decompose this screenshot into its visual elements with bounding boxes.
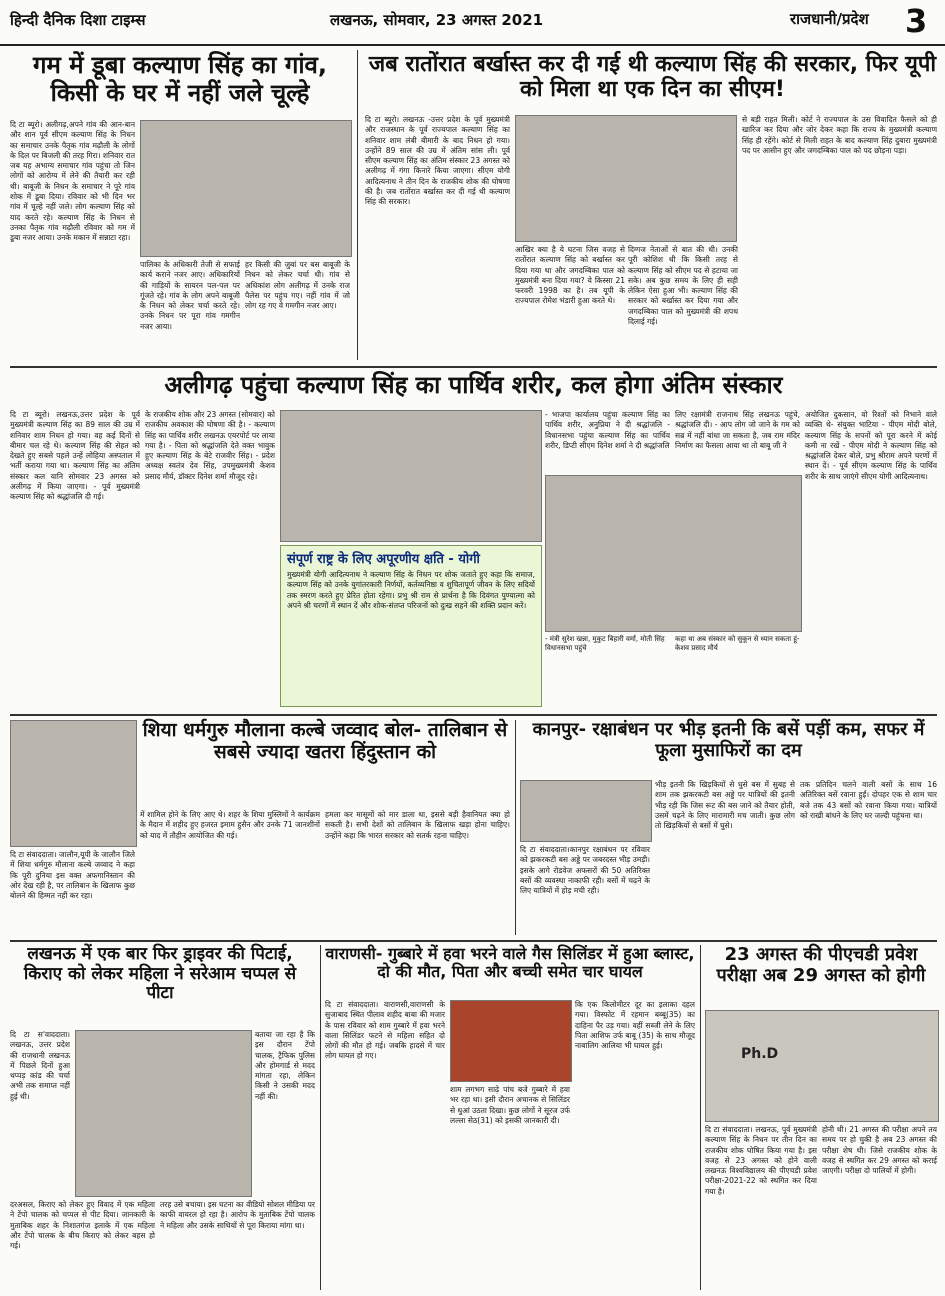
kalyan-singh-photo — [140, 120, 352, 257]
varanasi-col1: दि टा संवाददाता। वाराणसी,वाराणसी के सुजाबाद स्थित पीलाव शहीद बाबा की मजार के पास रविवार को शाम गुब्बारे में हवा भरने वाला सिलिंडर फटने से महिला सहित दो लोगों की मौत हो गई। जबकि हादसे में चार लोग घायल हो गए। — [325, 1000, 445, 1061]
exam-headline: 23 अगस्त की पीएचडी प्रवेश परीक्षा अब 29 अगस्त को होगी — [716, 944, 926, 986]
cleric-photo — [10, 720, 137, 847]
funeral-body-photo — [545, 475, 802, 632]
phd-graphic — [705, 1010, 939, 1122]
dateline: लखनऊ, सोमवार, 23 अगस्त 2021 — [330, 11, 544, 29]
driver-bottom: दरअसल, किराए को लेकर हुए विवाद में एक महिला ने टेंपो चालक को चप्पल से पीट दिया। जानकारी के मुताबिक शहर के निशातगंज इलाके में एक महिला और टेंपो चालक के बीच किराए को लेकर बहस हो गई। — [10, 1200, 155, 1251]
cleric-col2: में शामिल होने के लिए आए थे। शहर के शिया मुस्लिमों ने कार्यक्रम के मैदान में शहीद हुए हजरत इमाम हुसैन और उनके 71 जानशीनों को याद में तौहीन आयोजित की गई। — [140, 810, 320, 840]
driver-col1: दि टा स'वाददाता। लखनऊ, उत्तर प्रदेश की राजधानी लखनऊ में पिछले दिनों हुआ थप्पड़ कांड की चर्चा अभी तक समाप्त नहीं हुई थी। — [10, 1030, 70, 1101]
bus-crowd-photo — [520, 780, 652, 842]
varanasi-col3: कि एक किलोमीटर दूर का इलाका दहल गया। विस्फोट में रहमान बब्बू(35) का दाहिना पैर उड़ गया। वहीं सब्जी लेने के लिए पिता आशिफ उर्फ बाबू (35) के साथ मौजूद नाबालिग आलिया भी घायल हुई। — [575, 1000, 695, 1051]
kanpur-col3: तक प्रतिदिन चलने वाली बसों के साथ 16 अतिरिक्त बसें रवाना हुईं। दोपहर एक से शाम चार बजे तक 43 बसों को रवाना किया गया। यात्रियों को राखी बांधने के लिए घर जल्दी पहुंचना था। — [800, 780, 937, 820]
funeral-col2: के राजकीय शोक और 23 अगस्त (सोमवार) को राजकीय अवकाश की घोषणा की है। - कल्याण सिंह का पार्थिव शरीर लखनऊ एयरपोर्ट पर लाया गया है। - पिता को श्रद्धांजलि देते वक्त भावुक हुए कल्याण सिंह के बेटे राजवीर सिंह। - प्रदेश अध्यक्ष स्वतंत्र देव सिंह, उपमुख्यमंत्री केशव प्रसाद मौर्य, डॉक्टर दिनेश शर्मा मौजूद रहे। — [145, 410, 275, 481]
driver-headline: लखनऊ में एक बार फिर ड्राइवर की पिटाई, किराए को लेकर महिला ने सरेआम चप्पल से पीटा — [23, 944, 297, 1004]
kanpur-headline-wrap — [520, 720, 937, 761]
yogi-quote-title: संपूर्ण राष्ट्र के लिए अपूरणीय क्षति - योगी — [287, 552, 480, 567]
driver-bottom2: तरह उसे बचाया। इस घटना का वीडियो सोशल मीडिया पर काफी वायरल हो रहा है। आरोप के मुताबिक टेंपो चालक ने महिला और उसके साथियों से पूरा किराया मांगा था। — [160, 1200, 315, 1230]
page-number: 3 — [905, 2, 928, 40]
funeral-headline: अलीगढ़ पहुंचा कल्याण सिंह का पार्थिव शरीर, कल होगा अंतिम संस्कार — [164, 371, 783, 399]
funeral-caption-2: कहा था अब संस्कार को सुकून से ध्यान सकता हूं- केशव प्रसाद मौर्य — [675, 635, 800, 652]
phd-label: Ph.D — [741, 1046, 779, 1062]
driver-headline-wrap — [10, 945, 310, 1004]
cleric-headline-wrap — [140, 720, 510, 764]
cleric-col1: दि टा संवाददाता। जालौन,यूपी के जालौन जिले में शिया धर्मगुरु मौलाना कल्बे जव्वाद ने कहा कि पूरी दुनिया इस वक्त अफगानिस्तान की ओर देख रही है, पर तालिबान के खिलाफ कुछ बोलने की हिम्मत नहीं कर रहा। — [10, 850, 135, 901]
cleric-headline: शिया धर्मगुरु मौलाना कल्बे जव्वाद बोल- तालिबान से सबसे ज्यादा खतरा हिंदुस्तान को — [142, 719, 508, 763]
column-divider — [515, 720, 516, 935]
funeral-col1: दि टा ब्यूरो। लखनऊ,उत्तर प्रदेश के पूर्व मुख्यमंत्री कल्याण सिंह का 89 साल की उम्र में शनिवार शाम निधन हो गया। वह कई दिनों से बीमार चल रहे थे। कल्याण सिंह की सेहत को देखते हुए सबसे पहले उन्हें लोहिया अस्पताल में भर्ती कराया गया था। कल्याण सिंह का अंतिम संस्कार कल यानि सोमवार 23 अगस्त को अलीगढ़ में किया जाएगा। - पूर्व मुख्यमंत्री कल्याण सिंह को श्रद्धांजलि दी गई। — [10, 410, 140, 502]
kanpur-col2: भीड़ इतनी कि खिड़कियों से घुसे बस में सुबह से शाम तक झकरकटी बस अड्डे पर यात्रियों की इतनी भीड़ रही कि जिस रूट की बस जाने को तैयार होती, उसमें चढ़ने के लिए मारामारी मच जाती। कुछ लोग तो खिड़कियों से बसों में घुसे। — [655, 780, 795, 831]
section-rule — [10, 940, 937, 942]
government-headline-wrap — [365, 52, 940, 103]
section-rule — [10, 366, 937, 368]
government-headline: जब रातोंरात बर्खास्त कर दी गई थी कल्याण सिंह की सरकार, फिर यूपी को मिला था एक दिन का सीएम! — [368, 52, 937, 103]
yogi-quote-box — [280, 545, 542, 707]
village-col3: हर किसी की जुबां पर बस बाबूजी के निधन को लेकर चर्चा थी। गांव से अधिकांश लोग अलीगढ़ में उनके राज पैलेस पर पहुंच गए। नहीं गांव में जो लोग रह गए वे गमगीन नजर आए। — [245, 260, 350, 311]
village-headline-wrap — [10, 52, 350, 107]
village-body: दि टा ब्यूरो। अलीगढ़,अपने गांव की आन-बान और शान पूर्व सीएम कल्याण सिंह के निधन का समाचार उनके पैतृक गांव मढ़ौली के लोगों के दिल पर बिजली की तरह गिरा। शनिवार रात जब यह अभाग्य समाचार गांव पहुंचा तो जिन लोगों को आरोग्य में लेने की तैयारी कर रही थी। बाबूजी के निधन के समाचार ने पूरे गांव शोक में डूबा दिया। रविवार को भी दिन भर गांव में चूल्हे नहीं जले। लोग कल्याण सिंह को याद करते रहे। कल्याण सिंह के निधन से उनका पैतृक गांव मढ़ौली रविवार को गम में डूबा नजर आया। उनके मकान में सन्नाटा रहा। — [10, 120, 135, 243]
section-name: राजधानी/प्रदेश — [790, 10, 869, 28]
cleric-col3: हमला कर मासूमों को मार डाला था, इससे बड़ी हैवानियत क्या हो सकती है। सभी देशों को तालिबान के खिलाफ खड़ा होना चाहिए। उन्होंने कहा कि भारत सरकार को सतर्क रहना चाहिए। — [325, 810, 510, 840]
funeral-headline-wrap — [10, 372, 937, 400]
funeral-crowd-photo — [280, 410, 542, 542]
varanasi-headline: वाराणसी- गुब्बारे में हवा भरने वाले गैस सिलिंडर में हुआ ब्लास्ट, दो की मौत, पिता और बच्ची समेत चार घायल — [325, 944, 695, 982]
exam-headline-wrap — [705, 945, 937, 986]
government-col2: आखिर क्या है ये घटना जिस वजह से रातोंरात कल्याण सिंह को बर्खास्त कर दिया गया था और जगदम्बिका पाल को मुख्यमंत्री बना दिया गया? ये किस्सा 21 फरवरी 1998 का है। तब यूपी के राज्यपाल रोमेश भंडारी हुआ करते थे। — [515, 245, 625, 306]
funeral-caption-1: - मंत्री सुरेश खन्ना, मुकुट बिहारी वर्मा, मोती सिंह विधानसभा पहुंचे — [545, 635, 665, 652]
funeral-col3: - भाजपा कार्यालय पहुंचा कल्याण सिंह का पार्थिव शरीर, अनुप्रिया ने दी श्रद्धांजलि - विधानसभा पहुंचा कल्याण सिंह का पार्थिव शरीर, डिप्टी सीएम दिनेश शर्मा ने दी श्रद्धांजलि — [545, 410, 670, 450]
government-col3: दिग्गज नेताओं से बात की थी। उनकी पूरी कोशिश थी कि किसी तरह से कल्याण सिंह को सीएम पद से हटाया जा सके। अब कुछ समय के लिए ही सही लेकिन ऐसा हुआ भी। कल्याण सिंह की सरकार को बर्खास्त कर दिया गया और जगदम्बिका पाल को मुख्यमंत्री की शपथ दिलाई गई। — [628, 245, 738, 327]
column-divider — [700, 945, 701, 1290]
exam-col1: दि टा संवाददाता। लखनऊ, पूर्व मुख्यमंत्री कल्याण सिंह के निधन पर तीन दिन का राजकीय शोक घोषित किया गया है। इस वजह से 23 अगस्त को होने वाली लखनऊ विश्वविद्यालय की पीएचडी प्रवेश परीक्षा-2021-22 को स्थगित कर दिया गया है। — [705, 1125, 817, 1196]
column-divider — [320, 945, 321, 1290]
funeral-col5: अयोजित दुकसान, वो रिश्तों को निभाने वाले व्यक्ति थे- संयुक्त भाटिया - पीएम मोदी बोले, कल्याण सिंह के सपनों को पूरा करने में कोई कमी ना रखें - पीएम मोदी ने कल्याण सिंह को श्रद्धांजलि देकर बोले, प्रभु श्रीराम अपने चरणों में स्थान दें। - पूर्व सीएम कल्याण सिंह के पार्थिव शरीर के साथ जाएंगे सीएम योगी आदित्यनाथ। — [805, 410, 937, 481]
driver-col2: बताया जा रहा है कि इस दौरान टेंपो चालक, ट्रैफिक पुलिस और होमगार्ड से मदद मांगता रहा, लेकिन किसी ने उसकी मदद नहीं की। — [255, 1030, 315, 1101]
politicians-photo — [515, 115, 737, 242]
varanasi-headline-wrap — [325, 945, 695, 982]
column-divider — [357, 50, 358, 360]
paper-name: हिन्दी दैनिक दिशा टाइम्स — [10, 11, 146, 29]
kanpur-col1: दि टा संवाददाता।कानपुर रक्षाबंधन पर रविवार को झकरकटी बस अड्डे पर जबरदस्त भीड़ उमड़ी। इसके आगे रोडवेज अफसरों की 50 अतिरिक्त बसों की व्यवस्था नाकाफी रही। बसों में चढ़ने के लिए यात्रियों में होड़ मची रही। — [520, 845, 650, 896]
section-rule — [10, 714, 937, 716]
exam-col2: होनी थी। 21 अगस्त की परीक्षा अपने तय समय पर हो चुकी है अब 23 अगस्त की परीक्षा शेष थी। जिसे राजकीय शोक के वजह से स्थगित कर 29 अगस्त को कराई जाएगी। परीक्षा दो पालियों में होगी। — [822, 1125, 937, 1176]
village-col2: पालिका के अधिकारी तेजी से सफाई कार्य कराने नजर आए। अधिकारियों की गाड़ियों के सायरन पल-पल पर गूंजते रहे। गांव के लोग अपने बाबूजी के निधन को लेकर चर्चा करते रहे। उनके निधन पर पूरा गांव गमगीन नजर आया। — [140, 260, 240, 331]
government-col4: से बड़ी राहत मिली। कोर्ट ने राज्यपाल के उस विवादित फैसले को ही खारिज कर दिया और जोर देकर कहा कि राज्य के मुख्यमंत्री कल्याण सिंह ही रहेंगे। कोर्ट से मिली राहत के बाद कल्याण सिंह दुबारा मुख्यमंत्री पद पर आसीन हुए और जगदम्बिका पाल को पद छोड़ना पड़ा। — [742, 115, 937, 155]
government-col1: दि टा ब्यूरो। लखनऊ -उत्तर प्रदेश के पूर्व मुख्यमंत्री और राजस्थान के पूर्व राज्यपाल कल्याण सिंह का शनिवार शाम लंबी बीमारी के बाद निधन हो गया। उन्होंने 89 साल की उम्र में अंतिम सांस ली। पूर्व सीएम कल्याण सिंह का अंतिम संस्कार 23 अगस्त को अलीगढ़ में गंगा किनारे किया जाएगा। सीएम योगी आदित्यनाथ ने तीन दिन के राजकीय शोक की घोषणा की है। जब रातोंरात बर्खास्त कर दी गई थी कल्याण सिंह की सरकार। — [365, 115, 510, 207]
varanasi-col2: शाम लगभग साढ़े पांच बजे गुब्बारे में हवा भर रहा था। इसी दौरान अचानक से सिलिंडर से धुआं उठता दिखा। कुछ लोगों ने सूरज उर्फ लल्ला सेठ(31) को इसकी जानकारी दी। — [450, 1085, 570, 1125]
driver-photo — [75, 1030, 252, 1197]
funeral-col4: लिए रक्षामंत्री राजनाथ सिंह लखनऊ पहुंचे, श्रद्धांजलि दी। - आप लोग जो जाने के गम को सब्र में नहीं बांधा जा सकता है, जब राम मंदिर निर्माण का फैसला आया था तो बाबू जी ने — [675, 410, 800, 450]
kanpur-headline: कानपुर- रक्षाबंधन पर भीड़ इतनी कि बसें पड़ीं कम, सफर में फूला मुसाफिरों का दम — [532, 719, 925, 761]
yogi-quote-text: मुख्यमंत्री योगी आदित्यनाथ ने कल्याण सिंह के निधन पर शोक जताते हुए कहा कि समाज, कल्याण सिंह को उनके युगांतरकारी निर्णयों, कर्तव्यनिष्ठा व शुचितापूर्ण जीवन के लिए सदियों तक स्मरण करते हुए प्रेरित होता रहेगा। प्रभु श्री राम से प्रार्थना है कि दिवंगत पुण्यात्मा को अपने श्री चरणों में स्थान दें और शोक-संतप्त परिजनों को दुःख सहने की शक्ति प्रदान करें। — [287, 570, 535, 610]
village-headline: गम में डूबा कल्याण सिंह का गांव, किसी के घर में नहीं जले चूल्हे — [32, 51, 328, 107]
blast-photo — [450, 1000, 572, 1082]
